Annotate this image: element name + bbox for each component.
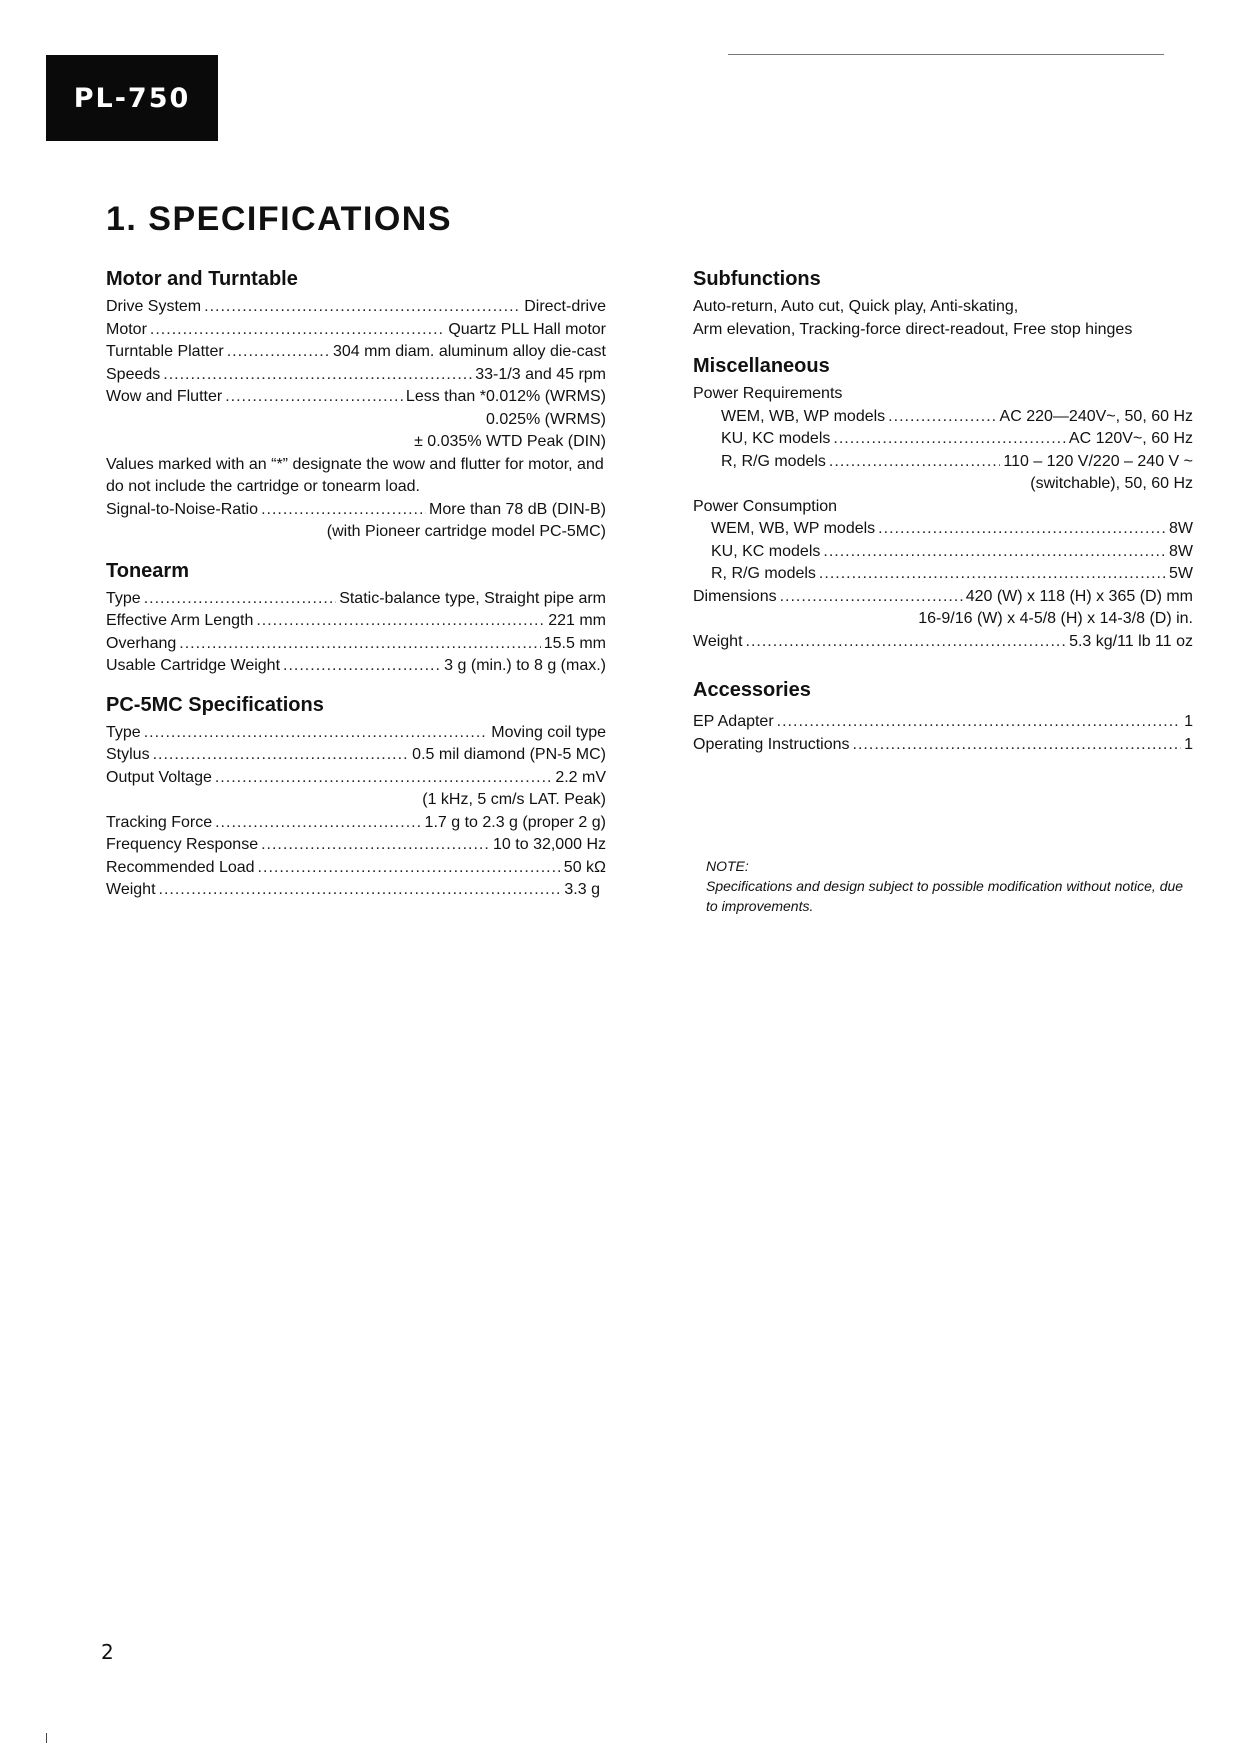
spec-value: Static-balance type, Straight pipe arm [339, 589, 606, 607]
spec-label: R, R/G models [721, 452, 826, 470]
spec-continuation: (with Pioneer cartridge model PC-5MC) [326, 523, 606, 540]
spec-row [106, 588, 606, 611]
spec-row [106, 499, 606, 522]
spec-label: Type [106, 589, 141, 607]
leader-dots [227, 341, 330, 364]
spec-label: Operating Instructions [693, 735, 850, 753]
section-heading: Subfunctions [693, 268, 821, 290]
leader-dots [823, 541, 1166, 564]
spec-label: KU, KC models [711, 542, 821, 560]
header-rule [728, 54, 1164, 55]
spec-value: 3 g (min.) to 8 g (max.) [444, 657, 606, 674]
leader-dots [283, 655, 441, 678]
spec-value: 110 – 120 V/220 – 240 V ~ [1003, 452, 1193, 470]
spec-value: 304 mm diam. aluminum alloy die-cast [333, 343, 606, 360]
leader-dots [215, 767, 552, 790]
section-heading: Miscellaneous [693, 355, 830, 377]
leader-dots [144, 722, 489, 745]
section-tonearm [106, 558, 606, 678]
spec-label: Weight [106, 881, 156, 898]
section-subfunctions [693, 266, 1193, 341]
right-column [693, 266, 1193, 768]
leader-dots [204, 296, 521, 319]
spec-row [106, 610, 606, 633]
spec-value: AC 120V~, 60 Hz [1068, 430, 1193, 447]
spec-row [106, 386, 606, 409]
spec-value: Moving coil type [491, 723, 606, 741]
spec-row [693, 451, 1193, 474]
spec-row [106, 341, 606, 364]
note-block [706, 856, 1194, 916]
spec-label: Type [106, 723, 141, 741]
spec-label: WEM, WB, WP models [721, 407, 886, 425]
section-heading: Tonearm [106, 559, 189, 582]
spec-row [693, 586, 1193, 609]
subfunctions-line: Auto-return, Auto cut, Quick play, Anti-skating, [693, 298, 1019, 315]
spec-value: 50 kΩ [563, 858, 606, 876]
spec-label: Tracking Force [106, 813, 213, 831]
leader-dots [150, 319, 445, 342]
spec-value: 221 mm [548, 612, 606, 629]
spec-row [693, 541, 1193, 564]
spec-continuation: 16-9/16 (W) x 4-5/8 (H) x 14-3/8 (D) in. [918, 610, 1193, 627]
spec-label: Effective Arm Length [106, 612, 254, 629]
spec-label: Motor [106, 320, 147, 338]
spec-label: Turntable Platter [106, 343, 224, 360]
spec-row [693, 428, 1193, 451]
leader-dots [159, 879, 562, 902]
spec-label: KU, KC models [721, 430, 831, 447]
spec-value: 1 [1184, 713, 1193, 730]
section-motor-turntable [106, 266, 606, 544]
section-miscellaneous [693, 353, 1193, 653]
leader-dots [179, 633, 540, 656]
power-consumption-label: Power Consumption [693, 497, 838, 515]
spec-label: Drive System [106, 298, 202, 315]
leader-dots [829, 451, 1000, 474]
spec-value: 0.5 mil diamond (PN-5 MC) [412, 746, 606, 763]
section-accessories [693, 677, 1193, 756]
spec-row [106, 296, 606, 319]
model-badge: PL-750 [46, 55, 218, 141]
spec-value: 15.5 mm [543, 634, 606, 652]
spec-label: Stylus [106, 746, 150, 763]
spec-row [693, 563, 1193, 586]
spec-value: Direct-drive [524, 298, 606, 315]
spec-row [106, 655, 606, 678]
leader-dots [225, 386, 403, 409]
leader-dots [261, 499, 426, 522]
leader-dots [777, 711, 1181, 734]
page-title: 1. SPECIFICATIONS [106, 200, 453, 238]
spec-row [106, 744, 606, 767]
spec-label: Speeds [106, 365, 161, 383]
spec-row [693, 406, 1193, 429]
spec-value: 8W [1169, 542, 1193, 560]
section-heading: Motor and Turntable [106, 268, 298, 290]
spec-value: 10 to 32,000 Hz [493, 836, 606, 853]
leader-dots [256, 610, 545, 633]
spec-row [106, 767, 606, 790]
spec-value: Less than *0.012% (WRMS) [405, 388, 606, 405]
spec-continuation: ± 0.035% WTD Peak (DIN) [414, 433, 606, 450]
spec-value: 33-1/3 and 45 rpm [475, 365, 606, 383]
spec-label: Usable Cartridge Weight [106, 657, 281, 674]
spec-value: 2.2 mV [555, 768, 606, 786]
spec-continuation: (1 kHz, 5 cm/s LAT. Peak) [422, 791, 606, 808]
spec-row [693, 631, 1193, 654]
subfunctions-line: Arm elevation, Tracking-force direct-readout, Free stop hinges [693, 320, 1133, 338]
spec-continuation: (switchable), 50, 60 Hz [1030, 475, 1193, 492]
spec-row [106, 364, 606, 387]
note-title: NOTE: [706, 858, 749, 874]
page-number: 2 [101, 1640, 114, 1664]
spec-value: 1 [1184, 735, 1193, 753]
spec-continuation: 0.025% (WRMS) [485, 410, 606, 428]
spec-value: Quartz PLL Hall motor [448, 320, 606, 338]
leader-dots [261, 834, 490, 857]
spec-value: 8W [1169, 520, 1193, 537]
leader-dots [780, 586, 963, 609]
spec-label: Signal-to-Noise-Ratio [106, 500, 259, 518]
spec-row [106, 722, 606, 745]
spec-label: Frequency Response [106, 836, 259, 853]
leader-dots [153, 744, 410, 767]
section-heading: Accessories [693, 679, 811, 701]
spec-row [106, 834, 606, 857]
spec-label: Output Voltage [106, 768, 212, 786]
spec-row [106, 319, 606, 342]
leader-dots [215, 812, 421, 835]
spec-value: 420 (W) x 118 (H) x 365 (D) mm [965, 587, 1193, 605]
spec-value: More than 78 dB (DIN-B) [429, 500, 606, 518]
spec-row [106, 633, 606, 656]
leader-dots [888, 406, 996, 429]
leader-dots [746, 631, 1067, 654]
power-requirements-label: Power Requirements [693, 385, 843, 402]
leader-dots [878, 518, 1166, 541]
left-column [106, 266, 606, 914]
spec-label: Dimensions [693, 587, 777, 605]
spec-label: WEM, WB, WP models [711, 520, 876, 537]
leader-dots [258, 857, 561, 880]
leader-dots [819, 563, 1166, 586]
spec-label: R, R/G models [711, 565, 816, 582]
spec-value: 1.7 g to 2.3 g (proper 2 g) [424, 813, 606, 831]
spec-label: EP Adapter [693, 713, 774, 730]
leader-dots [144, 588, 337, 611]
section-pc5mc [106, 692, 606, 902]
leader-dots [163, 364, 472, 387]
spec-row [106, 879, 606, 902]
spec-label: Overhang [106, 634, 177, 652]
spec-value: AC 220—240V~, 50, 60 Hz [999, 407, 1193, 425]
leader-dots [833, 428, 1066, 451]
scan-edge-mark [46, 1733, 47, 1743]
spec-value: 5.3 kg/11 lb 11 oz [1069, 632, 1193, 650]
spec-label: Weight [693, 632, 743, 650]
spec-row [106, 857, 606, 880]
spec-row [106, 812, 606, 835]
spec-value: 5W [1169, 565, 1193, 582]
note-text: Specifications and design subject to possible modification without notice, due to improvements. [706, 878, 1184, 914]
spec-value: 3.3 g [564, 881, 600, 898]
section-heading: PC-5MC Specifications [106, 693, 324, 716]
footnote: Values marked with an “*” designate the wow and flutter for motor, and do not include the cartridge or tonearm load. [106, 455, 604, 495]
spec-row [693, 734, 1193, 757]
spec-row [693, 518, 1193, 541]
spec-label: Wow and Flutter [106, 388, 223, 405]
spec-row [693, 711, 1193, 734]
spec-label: Recommended Load [106, 858, 255, 876]
leader-dots [853, 734, 1182, 757]
